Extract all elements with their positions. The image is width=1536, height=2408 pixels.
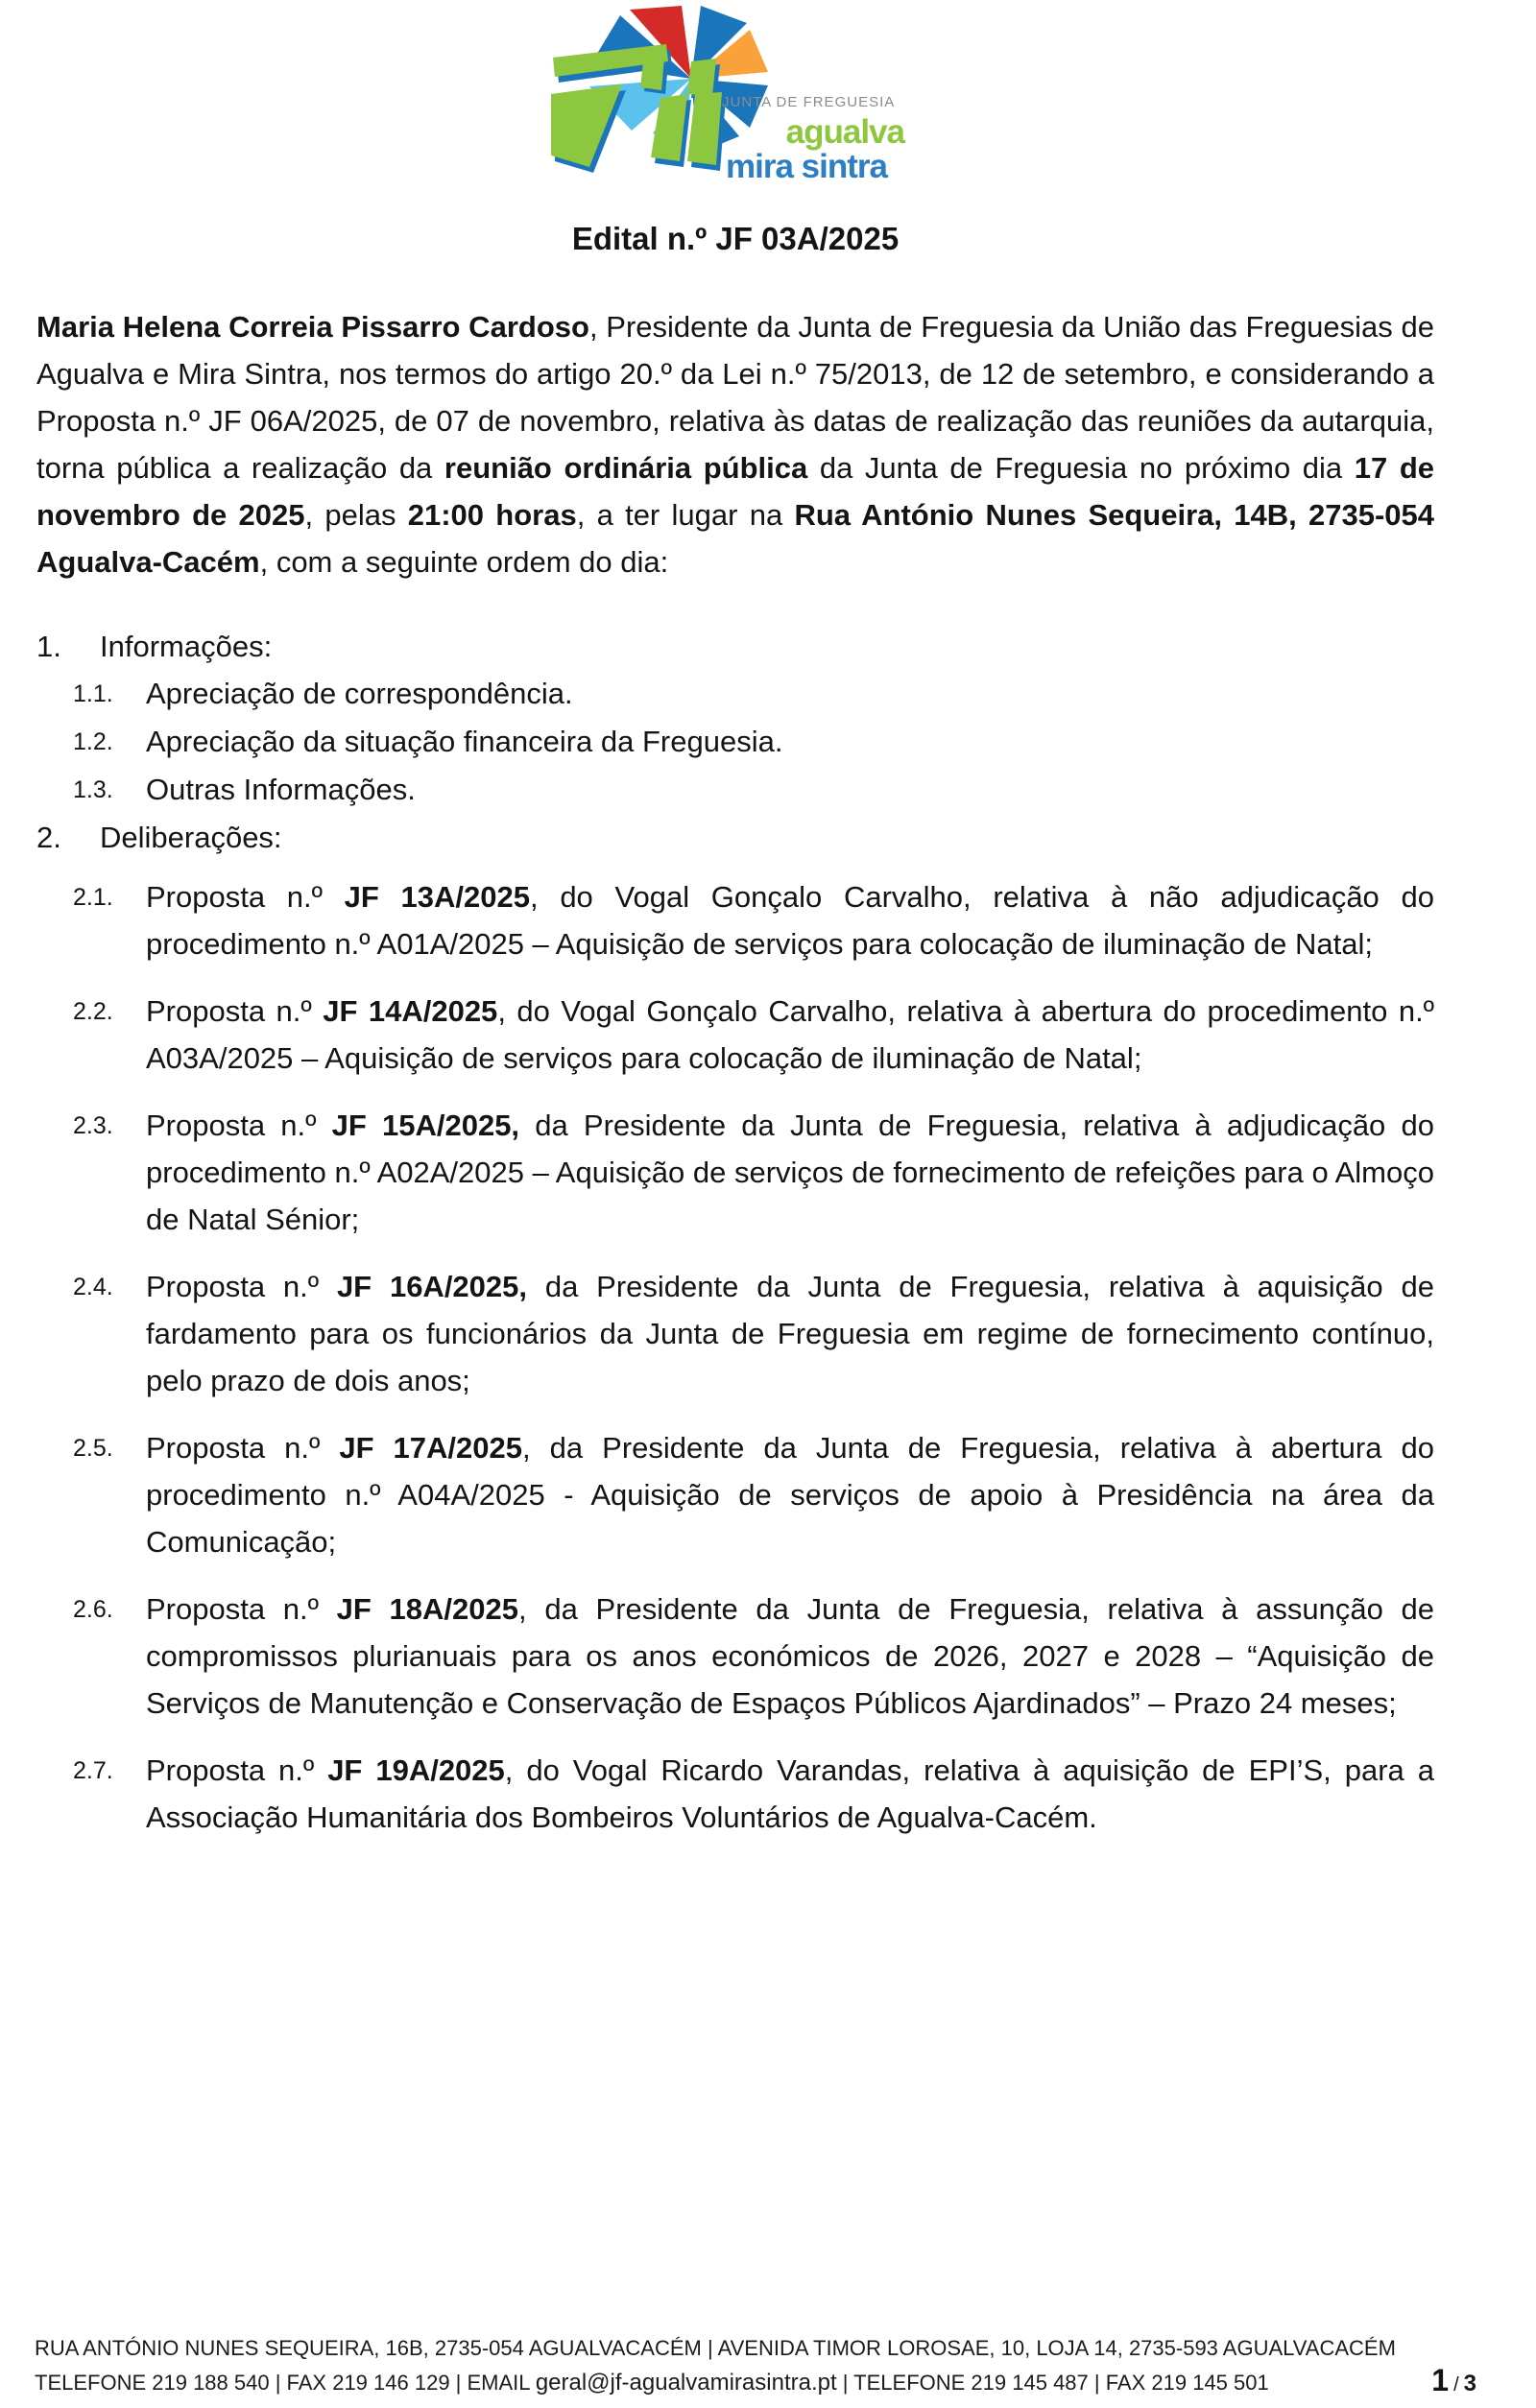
footer-contact-segment: TELEFONE 219 188 540 | FAX 219 146 129 | EMAIL [35,2371,536,2395]
item-bold-ref: JF 19A/2025 [327,1753,505,1787]
section-label: Deliberações: [100,821,282,854]
page-number-current: 1 [1431,2363,1450,2397]
item-bold-ref: JF 18A/2025 [336,1592,519,1626]
section-label: Informações: [100,630,273,663]
intro-bold-segment: Maria Helena Correia Pissarro Cardoso [36,310,589,344]
agenda-item-1-2 [73,718,1434,766]
page-number [1431,2363,1476,2400]
item-number: 1.3. [73,776,113,803]
agenda-item-2-3 [73,1102,1434,1243]
footer-email: geral@jf-agualvamirasintra.pt [535,2370,837,2396]
section-number: 2. [36,821,61,854]
item-text [146,1263,1434,1404]
footer-contact-block [35,2331,1396,2400]
agenda-item-2-4 [73,1263,1434,1404]
agenda-section-1 [36,623,1434,814]
item-number: 2.7. [73,1757,113,1784]
intro-bold-segment: reunião ordinária pública [444,451,808,485]
intro-bold-segment: Rua António Nunes Sequeira, 14B, 2735-054 Agualva-Cacém [36,498,1435,579]
section-header [36,623,1434,670]
agenda-item-1-3 [73,766,1434,814]
document-title: Edital n.º JF 03A/2025 [571,221,900,256]
footer-address-line: RUA ANTÓNIO NUNES SEQUEIRA, 16B, 2735-054 AGUALVACACÉM | AVENIDA TIMOR LOROSAE, 10, LOJA 14, 2735-593 AGUALVACACÉM [35,2336,1396,2360]
item-text [146,766,1434,814]
item-number: 1.2. [73,728,113,755]
intro-segment: , pelas [304,498,408,532]
intro-paragraph [36,303,1434,585]
item-number: 2.4. [73,1274,113,1300]
item-text [146,670,1434,718]
footer-contacts-line [35,2366,1396,2400]
item-number: 1.1. [73,680,113,707]
item-bold-ref: JF 14A/2025 [323,994,498,1028]
agenda-item-2-1 [73,873,1434,967]
item-segment: Proposta n.º [146,880,345,914]
page-number-separator: / [1453,2374,1459,2396]
logo-tagline: JUNTA DE FREGUESIA [722,94,896,110]
logo [536,6,950,200]
agenda-item-2-7 [73,1747,1434,1841]
footer-contact-segment: | TELEFONE 219 145 487 | FAX 219 145 501 [836,2371,1269,2395]
agenda-item-1-1 [73,670,1434,718]
item-segment: , do Vogal Gonçalo Carvalho, relativa à abertura do procedimento n.º A03A/2025 – Aquisição de serviços para colocação de iluminação de Natal; [146,994,1435,1075]
intro-bold-segment: 17 de novembro de 2025 [36,451,1435,532]
agenda-item-2-6 [73,1585,1434,1727]
item-segment: Proposta n.º [146,1431,340,1465]
item-segment: Proposta n.º [146,1270,337,1303]
agenda-item-2-5 [73,1424,1434,1565]
item-segment: Proposta n.º [146,1753,328,1787]
item-number: 2.6. [73,1596,113,1623]
item-segment: Proposta n.º [146,1592,337,1626]
item-bold-ref: JF 15A/2025, [331,1109,520,1142]
item-bold-ref: JF 13A/2025 [344,880,530,914]
agenda-item-2-2 [73,988,1434,1082]
intro-segment: , Presidente da Junta de Freguesia da União das Freguesias de Agualva e Mira Sintra, nos termos do artigo 20.º da Lei n.º 75/2013, de 12 de setembro, e considerando a Proposta n.º JF 06A/2025, de 07 de novembro, relativa às datas de realização das reuniões da autarquia, torna pública a realização da [36,310,1435,485]
section-header [36,814,1434,861]
logo-name-mira-sintra: mira sintra [726,148,887,185]
item-text [146,1585,1434,1727]
item-bold-ref: JF 17A/2025 [339,1431,522,1465]
item-number: 2.3. [73,1112,113,1139]
item-segment: da Presidente da Junta de Freguesia, relativa à aquisição de fardamento para os funcionários da Junta de Freguesia em regime de fornecimento contínuo, pelo prazo de dois anos; [146,1270,1434,1397]
item-segment: Outras Informações. [146,773,416,806]
item-segment: , do Vogal Ricardo Varandas, relativa à aquisição de EPI’S, para a Associação Humanitária dos Bombeiros Voluntários de Agualva-Cacém. [146,1753,1434,1834]
item-segment: , da Presidente da Junta de Freguesia, relativa à abertura do procedimento n.º A04A/2025 - Aquisição de serviços de apoio à Presidência na área da Comunicação; [146,1431,1434,1559]
item-segment: Proposta n.º [146,994,324,1028]
item-segment: da Presidente da Junta de Freguesia, relativa à adjudicação do procedimento n.º A02A/2025 – Aquisição de serviços de fornecimento de refeições para o Almoço de Natal Sénior; [146,1109,1434,1236]
section-items [73,670,1434,814]
item-segment: , da Presidente da Junta de Freguesia, relativa à assunção de compromissos plurianuais para os anos económicos de 2026, 2027 e 2028 – “Aquisição de Serviços de Manutenção e Conservação de Espaços Públicos Ajardinados” – Prazo 24 meses; [146,1592,1435,1720]
agenda-section-2 [36,814,1434,1841]
item-segment: Apreciação de correspondência. [146,677,573,710]
item-segment: Apreciação da situação financeira da Freguesia. [146,725,783,758]
page-number-total: 3 [1463,2371,1476,2396]
item-number: 2.1. [73,884,113,911]
agenda-sections [36,623,1434,1841]
item-text [146,1102,1434,1243]
item-segment: , do Vogal Gonçalo Carvalho, relativa à não adjudicação do procedimento n.º A01A/2025 – Aquisição de serviços para colocação de iluminação de Natal; [146,880,1434,961]
item-text [146,873,1434,967]
item-text [146,1747,1434,1841]
item-text [146,1424,1434,1565]
intro-segment: da Junta de Freguesia no próximo dia [807,451,1355,485]
intro-segment: , a ter lugar na [576,498,795,532]
logo-name-agualva: agualva [785,113,904,151]
section-items [73,873,1434,1841]
item-segment: Proposta n.º [146,1109,332,1142]
item-bold-ref: JF 16A/2025, [336,1270,528,1303]
item-number: 2.5. [73,1435,113,1462]
item-number: 2.2. [73,998,113,1025]
item-text [146,988,1434,1082]
intro-bold-segment: 21:00 horas [407,498,577,532]
intro-segment: , com a seguinte ordem do dia: [259,545,669,579]
item-text [146,718,1434,766]
page-footer [35,2331,1476,2400]
section-number: 1. [36,630,61,663]
